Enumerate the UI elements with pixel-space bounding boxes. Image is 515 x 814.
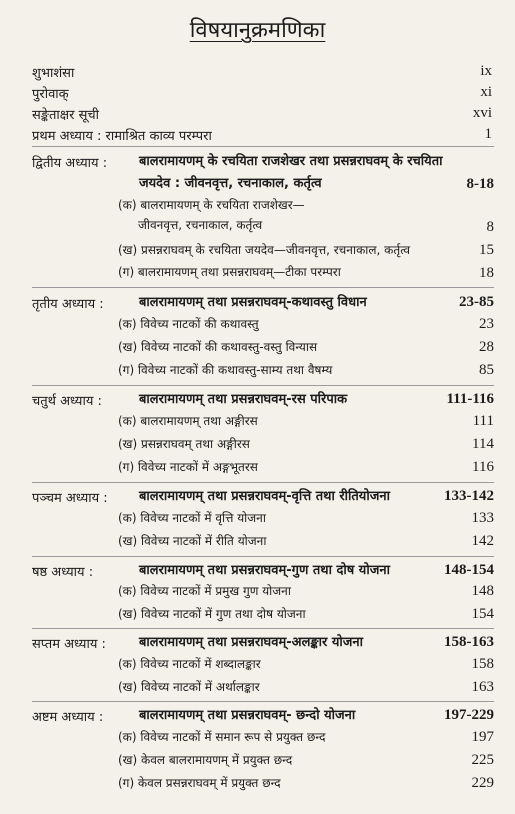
section-entry: (ख) प्रसन्नराघवम् के रचयिता जयदेव—जीवनवृत्त, रचनाकाल, कर्तृत्व [118,243,411,257]
section-page: 111 [472,413,494,429]
chapter-heading: बालरामायणम् के रचयिता राजशेखर तथा प्रसन्नराघवम् के रचयिता जयदेव : जीवनवृत्त, रचनाकाल, कर्तृत्व [139,154,443,191]
section-page: 229 [471,775,494,791]
section-page: 148 [471,583,494,599]
section-page: 116 [472,459,494,475]
chapter-number: तृतीय अध्याय : [32,297,104,312]
entry-page: xvi [472,105,492,121]
section-entry: (ख) प्रसन्नराघवम् तथा अङ्गीरस [118,437,250,451]
section-entry: (ग) केवल प्रसन्नराघवम् में प्रयुक्त छन्द [118,776,281,790]
section-entry: (ख) विवेच्य नाटकों में रीति योजना [118,534,267,548]
chapter-pages: 197-229 [444,707,494,723]
entry-page: xi [480,84,492,100]
section-page: 8 [486,219,494,235]
chapter-number: सप्तम अध्याय : [32,637,106,652]
section-page: 197 [471,729,494,745]
toc-entry-abbreviations [32,105,492,123]
toc-entry-foreword [32,63,492,81]
section-page: 23 [479,316,494,332]
section-entry: (ख) केवल बालरामायणम् में प्रयुक्त छन्द [118,753,293,767]
toc-chapter-5 [32,486,494,510]
entry-label: सङ्केताक्षर सूची [32,108,99,123]
chapter-number: द्वितीय अध्याय : [32,156,108,171]
divider [32,146,494,147]
toc-chapter-7 [32,632,494,656]
section-page: 15 [479,242,494,258]
section-entry: (ख) विवेच्य नाटकों में गुण तथा दोष योजना [118,607,306,621]
section-page: 18 [479,265,494,281]
section-entry: जीवनवृत्त, रचनाकाल, कर्तृत्व [138,218,263,232]
entry-page: ix [480,63,492,79]
section-entry: (ग) विवेच्य नाटकों की कथावस्तु-साम्य तथा वैषम्य [118,363,333,377]
chapter-heading: बालरामायणम् तथा प्रसन्नराघवम्-गुण तथा दोष योजना [139,563,390,578]
section-entry: (क) विवेच्य नाटकों में वृत्ति योजना [118,511,266,525]
section-page: 225 [471,752,494,768]
section-page: 142 [471,533,494,549]
chapter-pages: 111-116 [446,391,494,407]
chapter-number: चतुर्थ अध्याय : [32,394,102,409]
section-entry: (क) बालरामायणम् के रचयिता राजशेखर— [118,198,305,212]
entry-label: प्रथम अध्याय : रामाश्रित काव्य परम्परा [32,129,212,144]
section-entry: (क) विवेच्य नाटकों में प्रमुख गुण योजना [118,584,291,598]
divider [32,556,494,557]
divider [32,701,494,702]
toc-chapter-4 [32,389,494,413]
section-entry: (ख) विवेच्य नाटकों की कथावस्तु-वस्तु विन्यास [118,340,318,354]
toc-entry-chapter-1 [32,126,492,144]
section-page: 158 [471,656,494,672]
divider [32,482,494,483]
chapter-heading: बालरामायणम् तथा प्रसन्नराघवम्-अलङ्कार योजना [139,635,363,650]
chapter-pages: 8-18 [466,176,494,192]
chapter-number: षष्ठ अध्याय : [32,565,94,580]
section-page: 114 [472,436,494,452]
section-page: 28 [479,339,494,355]
divider [32,385,494,386]
section-page: 163 [471,679,494,695]
page-title: विषयानुक्रमणिका [189,18,326,43]
section-page: 154 [471,606,494,622]
chapter-pages: 133-142 [444,488,494,504]
chapter-heading: बालरामायणम् तथा प्रसन्नराघवम्- छन्दो योजना [139,708,356,723]
chapter-pages: 148-154 [444,562,494,578]
section-page: 85 [479,362,494,378]
section-entry: (क) बालरामायणम् तथा अङ्गीरस [118,414,258,428]
entry-label: पुरोवाक् [32,87,69,102]
divider [32,628,494,629]
section-entry: (ग) बालरामायणम् तथा प्रसन्नराघवम्—टीका परम्परा [118,265,341,279]
entry-label: शुभाशंसा [32,66,75,81]
chapter-number: पञ्चम अध्याय : [32,491,108,506]
section-page: 133 [471,510,494,526]
section-entry: (ख) विवेच्य नाटकों में अर्थालङ्कार [118,680,260,694]
section-entry: (क) विवेच्य नाटकों में समान रूप से प्रयुक्त छन्द [118,730,326,744]
chapter-heading: बालरामायणम् तथा प्रसन्नराघवम्-वृत्ति तथा रीतियोजना [139,489,390,504]
section-entry: (ग) विवेच्य नाटकों में अङ्गभूतरस [118,460,258,474]
toc-chapter-8 [32,705,494,729]
divider [32,287,494,288]
chapter-heading: बालरामायणम् तथा प्रसन्नराघवम्-रस परिपाक [139,392,348,407]
chapter-pages: 23-85 [459,294,494,310]
toc-entry-preface [32,84,492,102]
section-entry: (क) विवेच्य नाटकों की कथावस्तु [118,317,259,331]
chapter-number: अष्टम अध्याय : [32,710,104,725]
chapter-pages: 158-163 [444,634,494,650]
section-entry: (क) विवेच्य नाटकों में शब्दालङ्कार [118,657,261,671]
entry-page: 1 [484,126,492,142]
chapter-heading: बालरामायणम् तथा प्रसन्नराघवम्-कथावस्तु विधान [139,295,367,310]
toc-chapter-3 [32,292,494,316]
